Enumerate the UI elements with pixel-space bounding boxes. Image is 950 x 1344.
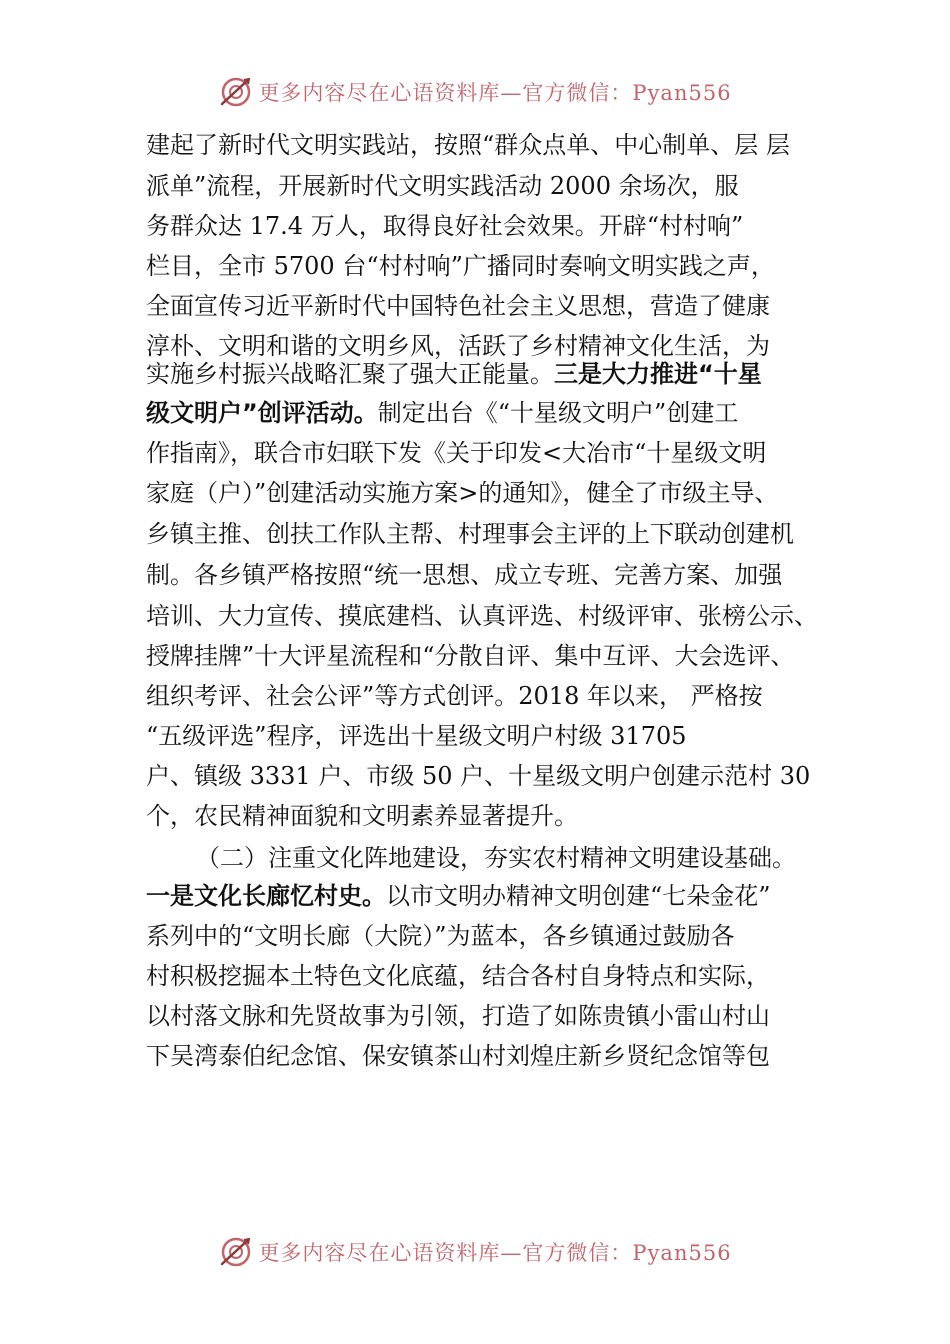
text-segment: 淳朴、文明和谐的文明乡风，活跃了乡村精神文化生活，为 <box>146 332 770 360</box>
text-line <box>146 640 795 672</box>
text-segment: 以村落文脉和先贤故事为引领，打造了如陈贵镇小雷山村山 <box>146 1002 770 1030</box>
text-line <box>146 559 782 591</box>
text-line <box>146 680 763 712</box>
logo-icon <box>218 1234 254 1270</box>
watermark-text: 更多内容尽在心语资料库—官方微信：Pyan556 <box>258 1241 732 1265</box>
text-segment: 乡镇主推、创扶工作队主帮、村理事会主评的上下联动创建机 <box>146 520 794 548</box>
text-line <box>146 129 790 161</box>
text-segment: 个，农民精神面貌和文明素养显著提升。 <box>146 802 578 830</box>
text-line <box>146 358 762 390</box>
text-line <box>146 1040 770 1072</box>
text-line <box>146 397 738 429</box>
text-line <box>146 210 743 242</box>
logo-icon <box>218 74 254 110</box>
text-line <box>146 477 778 509</box>
header-watermark-banner <box>0 70 950 114</box>
bold-text-segment: 三是大力推进“十星 <box>554 360 762 388</box>
text-line <box>196 842 796 874</box>
text-line <box>146 518 794 550</box>
text-segment: 实施乡村振兴战略汇聚了强大正能量。 <box>146 360 554 388</box>
text-line <box>146 437 766 469</box>
text-line <box>146 290 770 322</box>
text-line <box>146 600 818 632</box>
watermark-text: 更多内容尽在心语资料库—官方微信：Pyan556 <box>258 81 732 105</box>
text-segment: 派单”流程，开展新时代文明实践活动 2000 余场次，服 <box>146 172 739 200</box>
text-segment: 授牌挂牌”十大评星流程和“分散自评、集中互评、大会选评、 <box>146 642 795 670</box>
text-segment: 系列中的“文明长廊（大院）”为蓝本，各乡镇通过鼓励各 <box>146 922 735 950</box>
text-segment: 作指南》，联合市妇联下发《关于印发<大冶市“十星级文明 <box>146 439 767 467</box>
footer-watermark-banner <box>0 1230 950 1274</box>
text-segment: 下吴湾泰伯纪念馆、保安镇茶山村刘煌庄新乡贤纪念馆等包 <box>146 1042 770 1070</box>
text-line <box>146 800 578 832</box>
text-segment: 村积极挖掘本土特色文化底蕴，结合各村自身特点和实际， <box>146 962 770 990</box>
text-segment: 户、镇级 3331 户、市级 50 户、十星级文明户创建示范村 30 <box>146 762 811 790</box>
text-segment: （二）注重文化阵地建设，夯实农村精神文明建设基础。 <box>196 844 796 872</box>
bold-text-segment: 一是文化长廊忆村史。 <box>146 882 386 910</box>
text-line <box>146 880 771 912</box>
text-line <box>146 170 739 202</box>
bold-text-segment: 级文明户”创评活动。 <box>146 399 378 427</box>
text-segment: 全面宣传习近平新时代中国特色社会主义思想，营造了健康 <box>146 292 770 320</box>
text-line <box>146 760 810 792</box>
text-line <box>146 250 775 282</box>
text-line <box>146 1000 770 1032</box>
text-line <box>146 920 735 952</box>
text-segment: 栏目，全市 5700 台“村村响”广播同时奏响文明实践之声， <box>146 252 775 280</box>
text-segment: 以市文明办精神文明创建“七朵金花” <box>386 882 771 910</box>
text-segment: 组织考评、社会公评”等方式创评。2018 年以来， 严格按 <box>146 682 763 710</box>
text-segment: 制定出台《“十星级文明户”创建工 <box>377 399 739 427</box>
text-line <box>146 720 687 752</box>
text-line <box>146 960 770 992</box>
text-segment: “五级评选”程序，评选出十星级文明户村级 31705 <box>146 722 687 750</box>
text-segment: 制。各乡镇严格按照“统一思想、成立专班、完善方案、加强 <box>146 561 783 589</box>
text-segment: 培训、大力宣传、摸底建档、认真评选、村级评审、张榜公示、 <box>146 602 818 630</box>
text-segment: 家庭（户）”创建活动实施方案>的通知》，健全了市级主导、 <box>146 479 779 507</box>
text-segment: 务群众达 17.4 万人，取得良好社会效果。开辟“村村响” <box>146 212 744 240</box>
text-segment: 建起了新时代文明实践站，按照“群众点单、中心制单、层 层 <box>146 131 790 159</box>
